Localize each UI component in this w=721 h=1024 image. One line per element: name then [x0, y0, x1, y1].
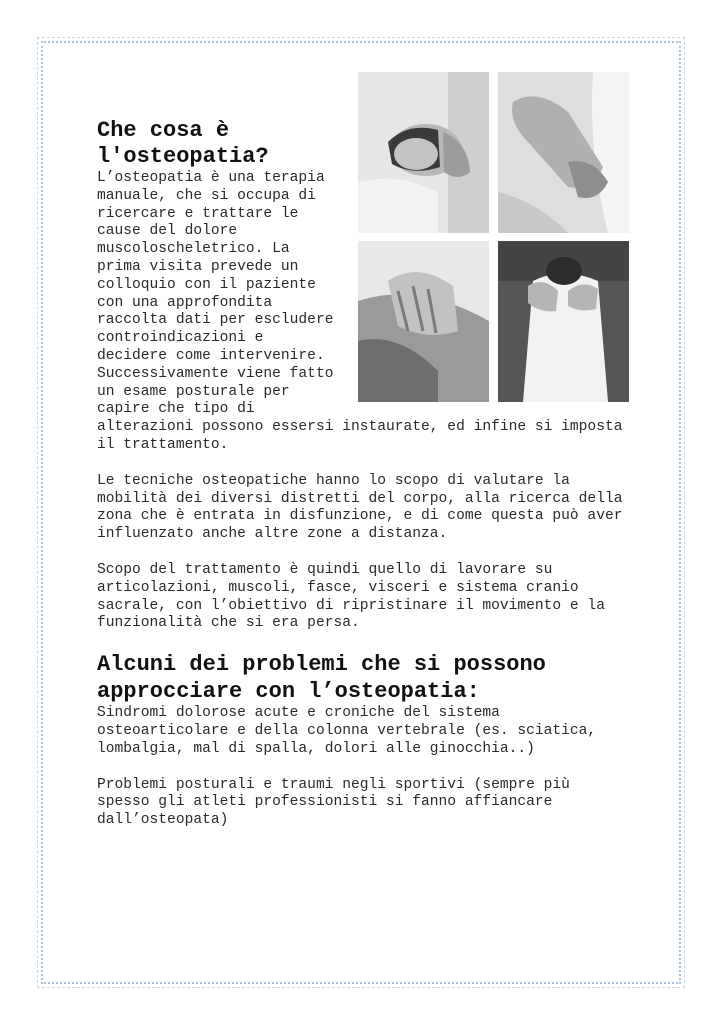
photo-grid — [358, 72, 630, 404]
intro-paragraph: L’osteopatia è una terapia manuale, che si occupa di ricercare e trattare le cause del dolore muscoloscheletrico. La prima visita prevede un colloquio con il paziente con una approfondita raccolta dati per escludere controindicazioni e decidere come intervenire. Successivamente viene fatto un esame posturale per capire che tipo di alterazioni possono essersi instaurate, ed infine si imposta il trattamento. — [97, 170, 623, 453]
shoulder-treatment-photo — [358, 241, 489, 402]
document-body — [97, 118, 627, 848]
section-heading-problems: Alcuni dei problemi che si possono approcciare con l’osteopatia: — [97, 652, 546, 705]
techniques-paragraph: Le tecniche osteopatiche hanno lo scopo di valutare la mobilità dei diversi distretti del corpo, alla ricerca della zona che è entrata in disfunzione, e di come questa può aver influenzato anche altre zone a distanza. — [97, 472, 623, 543]
back-treatment-photo — [498, 241, 629, 402]
problems-paragraph-pain: Sindromi dolorose acute e croniche del sistema osteoarticolare e della colonna vertebrale (es. sciatica, lombalgia, mal di spalla, dolori alle ginocchia..) — [97, 705, 597, 757]
treatment-goal-paragraph: Scopo del trattamento è quindi quello di lavorare su articolazioni, muscoli, fasce, visceri e sistema cranio sacrale, con l’obiettivo di ripristinare il movimento e la funzionalità che si era persa. — [97, 561, 605, 632]
head-treatment-photo — [358, 72, 489, 233]
section-heading-what-is-osteopathy: Che cosa è l'osteopatia? — [97, 118, 269, 169]
problems-paragraph-sports: Problemi posturali e traumi negli sportivi (sempre più spesso gli atleti professionisti si fanno affiancare dall’osteopata) — [97, 776, 570, 829]
foot-treatment-photo — [498, 72, 629, 233]
